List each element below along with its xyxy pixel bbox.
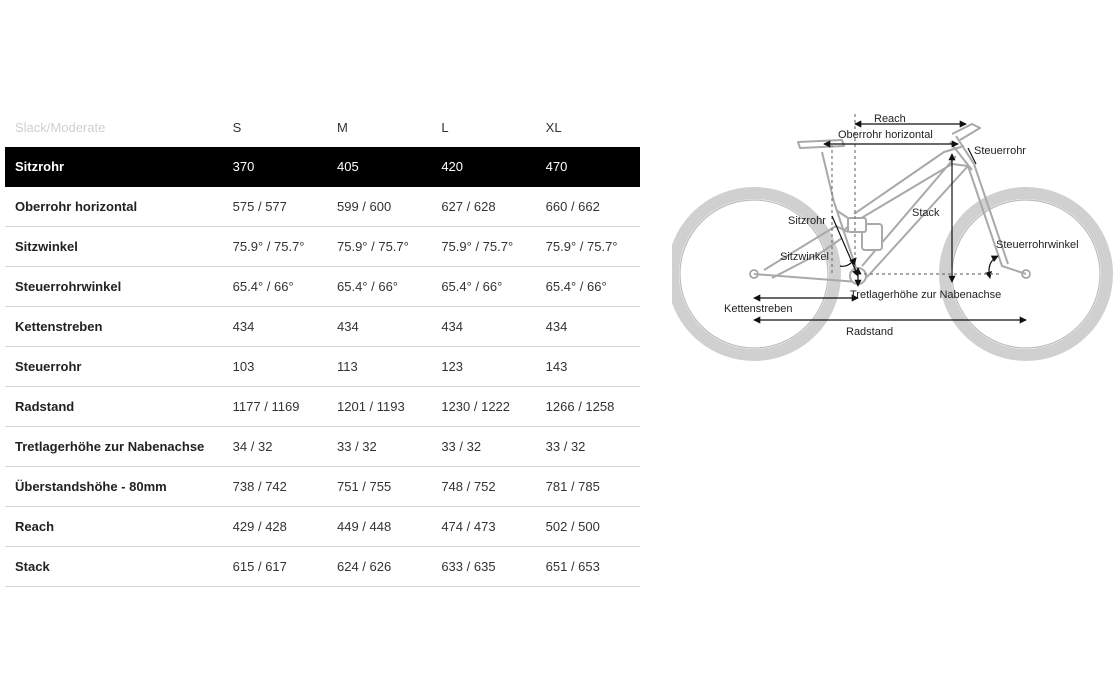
row-value: 405: [327, 147, 431, 187]
row-value: 113: [327, 347, 431, 387]
row-value: 370: [223, 147, 327, 187]
row-value: 33 / 32: [536, 427, 640, 467]
table-row: [5, 507, 640, 547]
table-header-row: [5, 108, 640, 147]
row-value: 420: [431, 147, 535, 187]
label-oberrohr-horizontal: Oberrohr horizontal: [838, 129, 933, 141]
row-value: 470: [536, 147, 640, 187]
row-label: Sitzrohr: [5, 147, 223, 187]
row-label: Stack: [5, 547, 223, 587]
row-label: Reach: [5, 507, 223, 547]
row-value: 434: [327, 307, 431, 347]
row-value: 75.9° / 75.7°: [536, 227, 640, 267]
table-row: [5, 387, 640, 427]
table-row: [5, 267, 640, 307]
row-value: 624 / 626: [327, 547, 431, 587]
row-value: 1266 / 1258: [536, 387, 640, 427]
label-kettenstreben: Kettenstreben: [724, 303, 793, 315]
label-reach: Reach: [874, 113, 906, 125]
row-label: Sitzwinkel: [5, 227, 223, 267]
row-value: 599 / 600: [327, 187, 431, 227]
row-label: Oberrohr horizontal: [5, 187, 223, 227]
row-label: Radstand: [5, 387, 223, 427]
geometry-table: [5, 108, 640, 587]
row-value: 1201 / 1193: [327, 387, 431, 427]
table-row: [5, 467, 640, 507]
row-value: 1177 / 1169: [223, 387, 327, 427]
row-value: 143: [536, 347, 640, 387]
bike-diagram-svg: [672, 106, 1114, 368]
table-row: [5, 147, 640, 187]
row-value: 748 / 752: [431, 467, 535, 507]
label-radstand: Radstand: [846, 326, 894, 338]
row-label: Tretlagerhöhe zur Nabenachse: [5, 427, 223, 467]
row-value: 660 / 662: [536, 187, 640, 227]
label-steuerrohr: Steuerrohr: [974, 145, 1026, 157]
row-value: 65.4° / 66°: [536, 267, 640, 307]
label-sitzrohr: Sitzrohr: [788, 215, 826, 227]
label-stack: Stack: [912, 207, 940, 219]
row-value: 75.9° / 75.7°: [327, 227, 431, 267]
size-header-xl: XL: [545, 120, 562, 135]
row-value: 34 / 32: [223, 427, 327, 467]
row-value: 33 / 32: [327, 427, 431, 467]
row-value: 103: [223, 347, 327, 387]
row-value: 434: [431, 307, 535, 347]
row-value: 434: [536, 307, 640, 347]
label-steuerrohrwinkel: Steuerrohrwinkel: [996, 239, 1079, 251]
row-value: 651 / 653: [536, 547, 640, 587]
size-header-l: L: [441, 120, 449, 135]
row-value: 575 / 577: [223, 187, 327, 227]
row-value: 474 / 473: [431, 507, 535, 547]
row-value: 65.4° / 66°: [223, 267, 327, 307]
row-value: 449 / 448: [327, 507, 431, 547]
row-value: 502 / 500: [536, 507, 640, 547]
row-label: Überstandshöhe - 80mm: [5, 467, 223, 507]
row-value: 633 / 635: [431, 547, 535, 587]
row-value: 434: [223, 307, 327, 347]
row-value: 33 / 32: [431, 427, 535, 467]
table-row: [5, 307, 640, 347]
label-tretlagerhoehe: Tretlagerhöhe zur Nabenachse: [850, 289, 1002, 301]
table-row: [5, 427, 640, 467]
row-value: 123: [431, 347, 535, 387]
row-value: 781 / 785: [536, 467, 640, 507]
row-value: 627 / 628: [431, 187, 535, 227]
size-header-s: S: [232, 120, 242, 135]
row-value: 65.4° / 66°: [327, 267, 431, 307]
table-row: [5, 227, 640, 267]
row-value: 1230 / 1222: [431, 387, 535, 427]
label-sitzwinkel: Sitzwinkel: [780, 251, 829, 263]
bike-geometry-diagram: [672, 106, 1114, 368]
row-value: 65.4° / 66°: [431, 267, 535, 307]
row-label: Kettenstreben: [5, 307, 223, 347]
row-label: Steuerrohrwinkel: [5, 267, 223, 307]
row-value: 615 / 617: [223, 547, 327, 587]
variant-label: Slack/Moderate: [15, 120, 106, 135]
row-label: Steuerrohr: [5, 347, 223, 387]
table-row: [5, 187, 640, 227]
size-header-m: M: [337, 120, 348, 135]
row-value: 738 / 742: [223, 467, 327, 507]
row-value: 429 / 428: [223, 507, 327, 547]
table-body: [5, 147, 640, 587]
table-row: [5, 347, 640, 387]
row-value: 75.9° / 75.7°: [431, 227, 535, 267]
row-value: 75.9° / 75.7°: [223, 227, 327, 267]
table-row: [5, 547, 640, 587]
row-value: 751 / 755: [327, 467, 431, 507]
